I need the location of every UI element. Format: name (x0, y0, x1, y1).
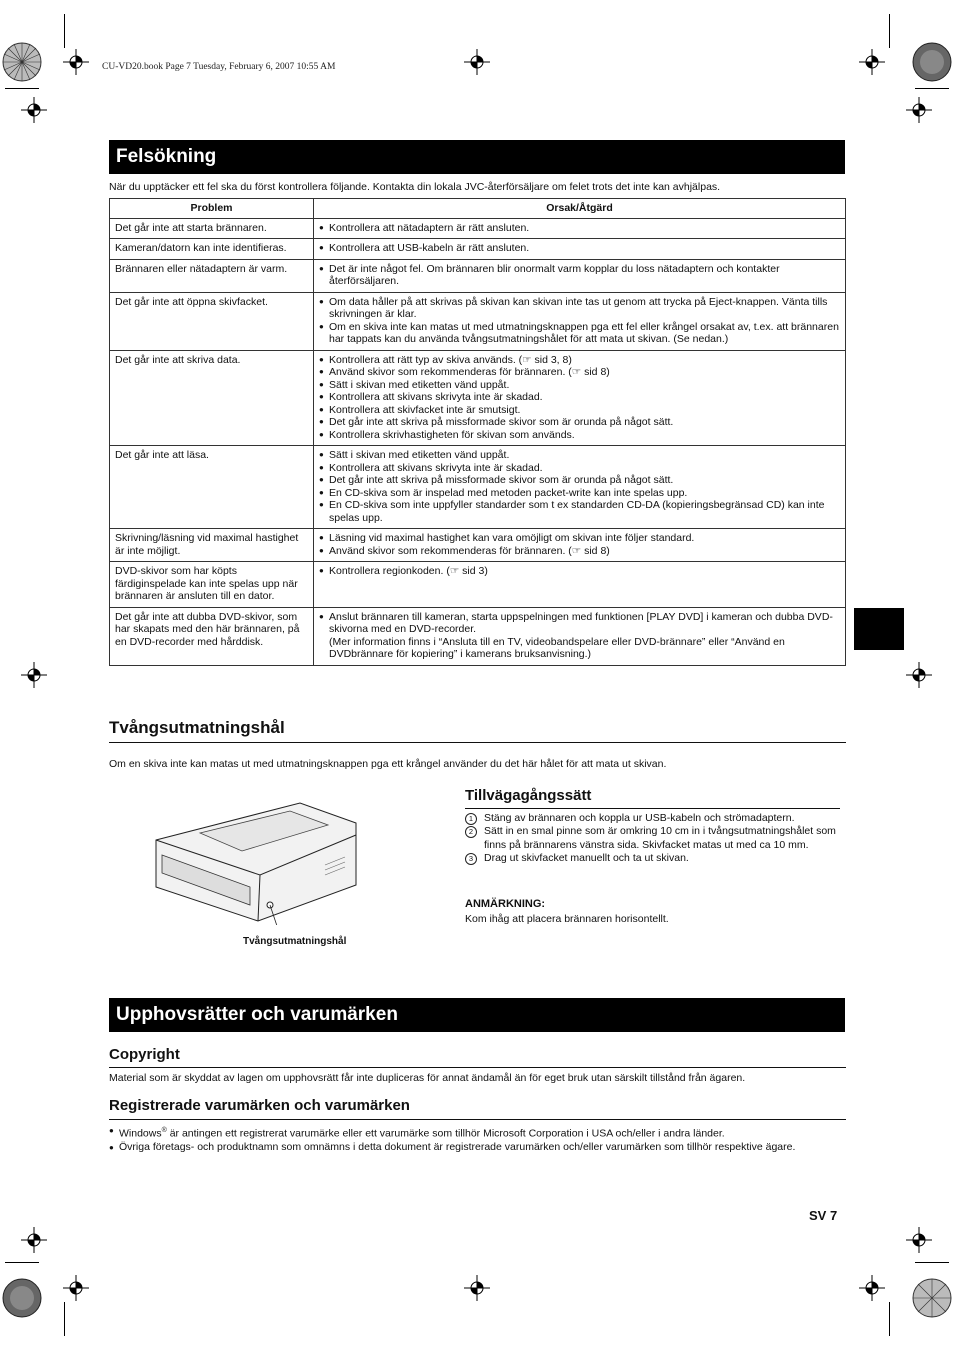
table-row (110, 259, 846, 292)
action-item: ● Kontrollera regionkoden. (☞ sid 3) (319, 565, 840, 578)
action-item: ● En CD-skiva som är inspelad med metoden packet-write kan inte spelas upp. (319, 487, 840, 500)
copyright-text: Material som är skyddat av lagen om upphovsrätt får inte dupliceras för annat ändamål än för eget bruk utan särskilt tillstånd från ägaren. (109, 1072, 746, 1084)
troubleshooting-table (109, 198, 846, 666)
page-number: SV 7 (809, 1208, 838, 1223)
procedure-step (465, 852, 845, 865)
crosshair-icon (464, 49, 490, 75)
crop-mark (889, 1302, 890, 1336)
table-row (110, 607, 846, 665)
action-item: ● Kontrollera att skivans skrivyta inte är skadad. (319, 391, 840, 404)
action-item: ● Använd skivor som rekommenderas för brännaren. (☞ sid 8) (319, 366, 840, 379)
note-title: ANMÄRKNING: (465, 898, 546, 910)
problem-cell: Skrivning/läsning vid maximal hastighet är inte möjligt. (110, 529, 314, 562)
crop-mark (889, 14, 890, 48)
crosshair-icon (906, 662, 932, 688)
action-cell (314, 562, 846, 608)
table-row (110, 562, 846, 608)
step-number: 2 (465, 826, 477, 838)
action-item: ● Kontrollera att rätt typ av skiva används. (☞ sid 3, 8) (319, 354, 840, 367)
action-cell (314, 259, 846, 292)
trademark-windows: Windows (119, 1127, 162, 1140)
registration-disc-icon (912, 42, 952, 82)
action-cell (314, 446, 846, 529)
action-cell (314, 350, 846, 446)
step-text: Stäng av brännaren och koppla ur USB-kabeln och strömadaptern. (484, 812, 795, 824)
step-number: 3 (465, 853, 477, 865)
divider (109, 1119, 846, 1120)
copyright-title: Copyright (109, 1046, 180, 1063)
registration-disc-icon (2, 42, 42, 82)
action-cell (314, 607, 846, 665)
action-item: ● Anslut brännaren till kameran, starta uppspelningen med funktionen [PLAY DVD] i kameran och dubba DVD-skivorna med en DVD-recorder. (319, 611, 840, 636)
section-banner-copyright: Upphovsrätter och varumärken (109, 998, 845, 1032)
problem-cell: Det går inte att dubba DVD-skivor, som har skapats med den här brännaren, på en DVD-recorder med hårddisk. (110, 607, 314, 665)
problem-cell: Det går inte att öppna skivfacket. (110, 292, 314, 350)
action-item: ● Kontrollera att nätadaptern är rätt ansluten. (319, 222, 840, 235)
crosshair-icon (21, 97, 47, 123)
action-item: ● Det går inte att skriva på missformade skivor som är orunda på något sätt. (319, 416, 840, 429)
action-note: (Mer information finns i “Ansluta till en TV, videobandspelare eller DVD-brännare” eller “Använd en DVDbrännare för kopiering” i kamerans bruksanvisning.) (329, 635, 785, 660)
section-banner-troubleshooting: Felsökning (109, 140, 845, 174)
problem-cell: Kameran/datorn kan inte identifieras. (110, 239, 314, 260)
action-item: ● Använd skivor som rekommenderas för brännaren. (☞ sid 8) (319, 545, 840, 558)
list-item (109, 1124, 819, 1141)
divider (109, 742, 846, 743)
table-row (110, 446, 846, 529)
column-header-problem: Problem (110, 199, 314, 219)
crop-mark (915, 1262, 949, 1263)
eject-hole-intro: Om en skiva inte kan matas ut med utmatningsknappen pga ett krångel använder du det här hålet för att mata ut skivan. (109, 758, 667, 770)
action-item: ● Det går inte att skriva på missformade skivor som är orunda på något sätt. (319, 474, 840, 487)
procedure-step (465, 812, 845, 825)
divider (109, 1067, 846, 1068)
step-text: Sätt in en smal pinne som är omkring 10 cm in i tvångsutmatningshålet som finns på brännarens vänstra sida. Skivfacket matas ut med ca 10 mm. (484, 825, 836, 851)
trademark-list (109, 1124, 819, 1154)
registered-mark: ® (161, 1127, 167, 1134)
note-text: Kom ihåg att placera brännaren horisontellt. (465, 913, 669, 925)
crosshair-icon (859, 49, 885, 75)
action-item: ● Om en skiva inte kan matas ut med utmatningsknappen pga ett fel eller krångel orsakat av, t.ex. att brännaren har tappats kan du använda tvångsutmatningshålet för att mata ut skivan. (Se nedan.) (319, 321, 840, 346)
crop-mark (64, 1302, 65, 1336)
problem-cell: Det går inte att läsa. (110, 446, 314, 529)
crop-mark (64, 14, 65, 48)
action-cell (314, 529, 846, 562)
procedure-steps (465, 812, 845, 865)
crosshair-icon (63, 1275, 89, 1301)
trademark-windows-text: är antingen ett registrerat varumärke eller ett varumärke som tillhör Microsoft Corporation i USA och/eller i andra länder. (166, 1127, 725, 1140)
action-item: ● En CD-skiva som inte uppfyller standarder som t ex standarden CD-DA (kopieringsbegränsad CD) kan inte spelas upp. (319, 499, 840, 524)
table-row (110, 218, 846, 239)
image-caption: Tvångsutmatningshål (243, 936, 347, 947)
table-row (110, 239, 846, 260)
action-cell (314, 292, 846, 350)
burner-illustration (150, 795, 370, 925)
action-item: ● Kontrollera att USB-kabeln är rätt ansluten. (319, 242, 840, 255)
crosshair-icon (21, 662, 47, 688)
step-number: 1 (465, 813, 477, 825)
action-item: ● Sätt i skivan med etiketten vänd uppåt. (319, 449, 840, 462)
action-cell (314, 218, 846, 239)
procedure-title: Tillvägagångssätt (465, 787, 592, 804)
registration-disc-icon (2, 1278, 42, 1318)
list-item: ● Övriga företags- och produktnamn som omnämns i detta dokument är registrerade varumärken och/eller varumärken som tillhör respektive ägare. (109, 1141, 819, 1154)
problem-cell: Det går inte att skriva data. (110, 350, 314, 446)
crop-mark (915, 88, 949, 89)
step-text: Drag ut skivfacket manuellt och ta ut skivan. (484, 851, 689, 864)
action-cell (314, 239, 846, 260)
procedure-step (465, 825, 845, 852)
section-title-eject-hole: Tvångsutmatningshål (109, 718, 285, 737)
action-item: ● Kontrollera att skivfacket inte är smutsigt. (319, 404, 840, 417)
print-info: CU-VD20.book Page 7 Tuesday, February 6, 2007 10:55 AM (102, 62, 336, 72)
crosshair-icon (906, 97, 932, 123)
side-tab (854, 608, 904, 650)
action-item: ● Kontrollera att skivans skrivyta inte är skadad. (319, 462, 840, 475)
crop-mark (5, 1262, 39, 1263)
table-row (110, 350, 846, 446)
action-item: ● Läsning vid maximal hastighet kan vara omöjligt om skivan inte följer standard. (319, 532, 840, 545)
column-header-action: Orsak/Åtgärd (314, 199, 846, 219)
action-item: ● Det är inte något fel. Om brännaren blir onormalt varm kopplar du loss nätadaptern och kontakter återförsäljaren. (319, 263, 840, 288)
crosshair-icon (906, 1227, 932, 1253)
crop-mark (5, 88, 39, 89)
table-header-row (110, 199, 846, 219)
divider (465, 808, 840, 809)
registration-disc-icon (912, 1278, 952, 1318)
problem-cell: Brännaren eller nätadaptern är varm. (110, 259, 314, 292)
crosshair-icon (63, 49, 89, 75)
crosshair-icon (21, 1227, 47, 1253)
trademarks-title: Registrerade varumärken och varumärken (109, 1097, 410, 1114)
problem-cell: Det går inte att starta brännaren. (110, 218, 314, 239)
table-row (110, 529, 846, 562)
troubleshooting-intro: När du upptäcker ett fel ska du först kontrollera följande. Kontakta din lokala JVC-återförsäljare om felet trots det inte kan avhjälpas. (109, 181, 721, 193)
crosshair-icon (859, 1275, 885, 1301)
table-row (110, 292, 846, 350)
action-item: ● Om data håller på att skrivas på skivan kan skivan inte tas ut genom att trycka på Eject-knappen. Vänta tills skrivningen är klar. (319, 296, 840, 321)
action-item: ● Kontrollera skrivhastigheten för skivan som används. (319, 429, 840, 442)
problem-cell: DVD-skivor som har köpts färdiginspelade kan inte spelas upp när brännaren är ansluten till en dator. (110, 562, 314, 608)
crosshair-icon (464, 1275, 490, 1301)
action-item: ● Sätt i skivan med etiketten vänd uppåt. (319, 379, 840, 392)
